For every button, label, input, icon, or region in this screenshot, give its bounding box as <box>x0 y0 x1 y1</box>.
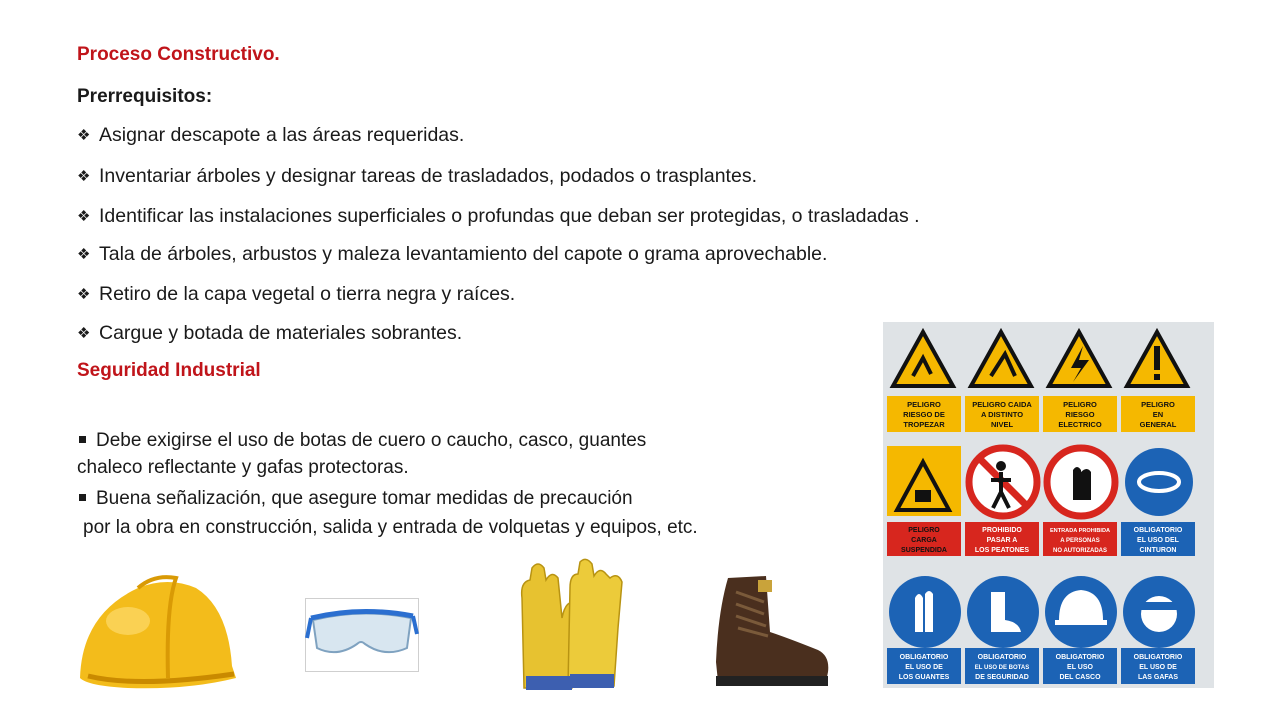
diamond-bullet-icon: ❖ <box>77 325 91 342</box>
sign-label: PELIGRO <box>907 400 941 409</box>
list-item-text: Cargue y botada de materiales sobrantes. <box>99 322 463 344</box>
list-item <box>77 164 757 189</box>
sign-label: SUSPENDIDA <box>901 547 947 554</box>
list-item <box>77 204 920 229</box>
sign-label: PELIGRO <box>1063 400 1097 409</box>
safety-signs-board <box>883 322 1214 688</box>
sign-label: EL USO DE <box>905 664 943 671</box>
list-item <box>77 123 464 148</box>
sign-label: LOS GUANTES <box>898 674 950 681</box>
sign-label: GENERAL <box>1139 420 1177 429</box>
sign-label: A DISTINTO <box>980 410 1024 419</box>
safety-boot-image <box>708 572 832 692</box>
safety-heading: Seguridad Industrial <box>77 360 261 381</box>
list-item-text: Retiro de la capa vegetal o tierra negra y raíces. <box>99 283 516 305</box>
square-bullet-icon <box>79 494 86 501</box>
sign-label: CINTURON <box>1139 547 1177 554</box>
sign-label: LAS GAFAS <box>1137 674 1179 681</box>
sign-label: OBLIGATORIO <box>1133 527 1183 534</box>
sign-label: PASAR A <box>986 537 1018 544</box>
list-item <box>77 282 515 307</box>
hard-hat-image <box>68 566 242 696</box>
diamond-bullet-icon: ❖ <box>77 286 91 303</box>
sign-label: DE SEGURIDAD <box>975 674 1029 681</box>
sign-label: PELIGRO <box>1141 400 1175 409</box>
sign-label: ENTRADA PROHIBIDA <box>1049 528 1111 534</box>
safety-item-2-cont: por la obra en construcción, salida y entrada de volquetas y equipos, etc. <box>83 517 698 538</box>
list-item <box>77 242 827 267</box>
sign-label: PROHIBIDO <box>982 527 1022 534</box>
list-item-text: Tala de árboles, arbustos y maleza levantamiento del capote o grama aprovechable. <box>99 243 828 265</box>
sign-label: CARGA <box>911 537 937 544</box>
sign-label: RIESGO <box>1065 410 1095 419</box>
sign-label: ELECTRICO <box>1058 420 1102 429</box>
list-item <box>77 321 462 346</box>
prerequisites-heading: Prerrequisitos: <box>77 86 213 107</box>
sign-label: OBLIGATORIO <box>899 654 949 661</box>
sign-label: RIESGO DE <box>903 410 945 419</box>
sign-label: PELIGRO <box>908 527 940 534</box>
gloves-image <box>518 558 630 694</box>
sign-label: LOS PEATONES <box>974 547 1030 554</box>
sign-label: PELIGRO CAIDA <box>972 400 1032 409</box>
sign-label: NO AUTORIZADAS <box>1053 548 1107 554</box>
sign-label: OBLIGATORIO <box>1055 654 1105 661</box>
diamond-bullet-icon: ❖ <box>77 168 91 185</box>
safety-item-1-cont: chaleco reflectante y gafas protectoras. <box>77 457 409 478</box>
square-bullet-icon <box>79 436 86 443</box>
section-title: Proceso Constructivo. <box>77 44 280 65</box>
safety-item-1: Debe exigirse el uso de botas de cuero o caucho, casco, guantes <box>77 430 646 452</box>
sign-label: EN <box>1152 410 1164 419</box>
diamond-bullet-icon: ❖ <box>77 208 91 225</box>
sign-label: TROPEZAR <box>903 420 945 429</box>
list-item-text: Inventariar árboles y designar tareas de trasladados, podados o trasplantes. <box>99 165 757 187</box>
diamond-bullet-icon: ❖ <box>77 246 91 263</box>
list-item-text: Asignar descapote a las áreas requeridas. <box>99 124 465 146</box>
sign-label: NIVEL <box>990 420 1014 429</box>
sign-label: DEL CASCO <box>1059 674 1101 681</box>
diamond-bullet-icon: ❖ <box>77 127 91 144</box>
sign-label: EL USO DE <box>1139 664 1177 671</box>
sign-label: A PERSONAS <box>1060 538 1100 544</box>
sign-label: OBLIGATORIO <box>1133 654 1183 661</box>
safety-glasses-image <box>305 598 419 672</box>
sign-label: EL USO DE BOTAS <box>974 665 1030 671</box>
safety-item-2: Buena señalización, que asegure tomar medidas de precaución <box>77 488 633 510</box>
list-item-text: Identificar las instalaciones superficiales o profundas que deban ser protegidas, o trasladadas . <box>99 205 920 227</box>
sign-label: OBLIGATORIO <box>977 654 1027 661</box>
sign-label: EL USO DEL <box>1137 537 1179 544</box>
sign-label: EL USO <box>1067 664 1093 671</box>
